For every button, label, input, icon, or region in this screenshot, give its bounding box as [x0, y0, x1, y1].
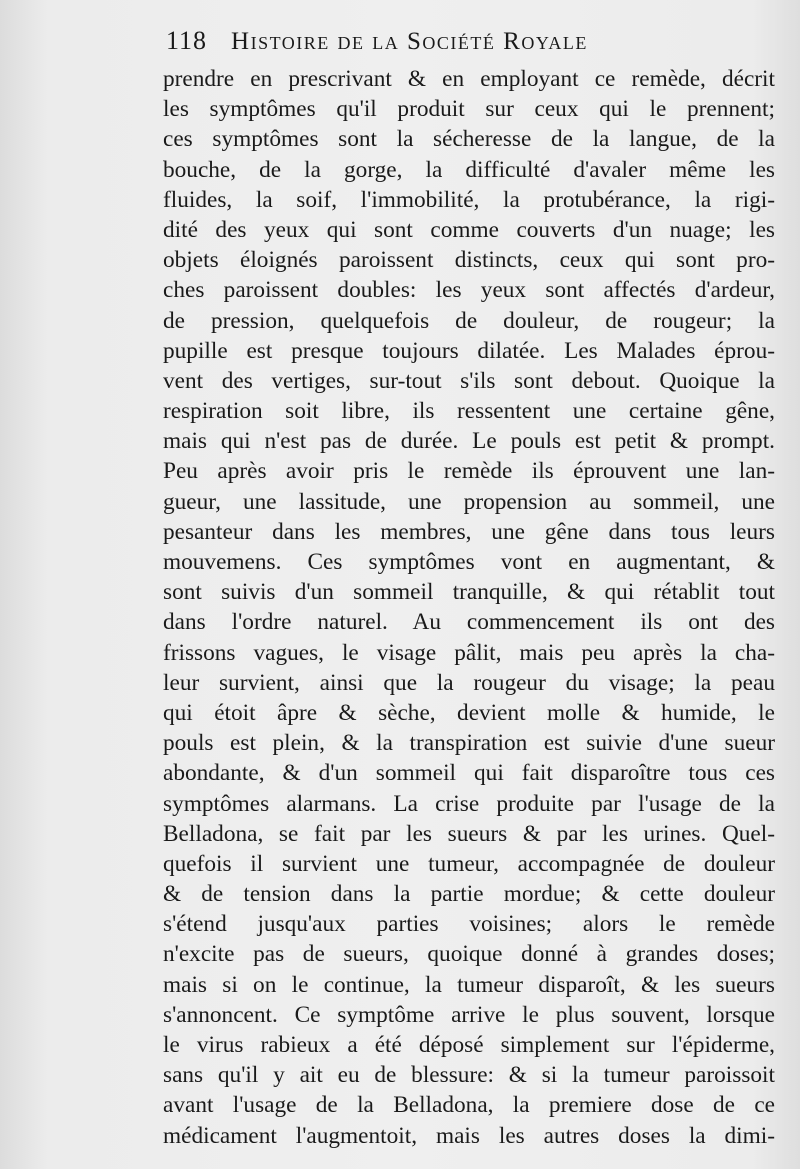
text-line: de pression, quelquefois de douleur, de rougeur; la	[163, 307, 775, 334]
text-line: pouls est plein, & la transpiration est suivie d'une sueur	[163, 730, 775, 757]
text-line: ces symptômes sont la sécheresse de la langue, de la	[163, 126, 775, 153]
text-line: pupille est presque toujours dilatée. Les Malades éprou-	[163, 337, 775, 364]
text-line: sans qu'il y ait eu de blessure: & si la tumeur paroissoit	[163, 1062, 775, 1089]
page-number: 118	[166, 26, 208, 55]
text-line: s'annoncent. Ce symptôme arrive le plus souvent, lorsque	[163, 1001, 775, 1028]
text-line: mais qui n'est pas de durée. Le pouls est petit & prompt.	[163, 428, 775, 455]
page-header	[166, 26, 776, 66]
text-line: les symptômes qu'il produit sur ceux qui le prennent;	[163, 96, 775, 123]
text-line: dité des yeux qui sont comme couverts d'un nuage; les	[163, 216, 775, 243]
text-line: objets éloignés paroissent distincts, ceux qui sont pro-	[163, 247, 775, 274]
text-line: mouvemens. Ces symptômes vont en augmentant, &	[163, 549, 775, 575]
text-line: prendre en prescrivant & en employant ce remède, décrit	[163, 66, 775, 92]
text-line: symptômes alarmans. La crise produite par l'usage de la	[163, 790, 775, 817]
text-line: médicament l'augmentoit, mais les autres doses la dimi-	[163, 1122, 775, 1149]
running-head: Histoire de la Société Royale	[231, 28, 588, 55]
text-line: le virus rabieux a été déposé simplement sur l'épiderme,	[163, 1032, 775, 1058]
text-line: quefois il survient une tumeur, accompagnée de douleur	[163, 850, 775, 877]
text-line: abondante, & d'un sommeil qui fait disparoître tous ces	[163, 760, 775, 787]
text-line: n'excite pas de sueurs, quoique donné à grandes doses;	[163, 941, 775, 968]
text-line: s'étend jusqu'aux parties voisines; alors le remède	[163, 911, 775, 938]
text-line: fluides, la soif, l'immobilité, la protubérance, la rigi-	[163, 186, 775, 213]
text-line: dans l'ordre naturel. Au commencement ils ont des	[163, 609, 775, 636]
text-line: bouche, de la gorge, la difficulté d'avaler même les	[163, 156, 775, 183]
text-line: avant l'usage de la Belladona, la premiere dose de ce	[163, 1092, 775, 1119]
text-line: qui étoit âpre & sèche, devient molle & humide, le	[163, 699, 775, 726]
text-line: ches paroissent doubles: les yeux sont affectés d'ardeur,	[163, 277, 775, 304]
text-line: Peu après avoir pris le remède ils éprouvent une lan-	[163, 458, 775, 485]
text-line: & de tension dans la partie mordue; & cette douleur	[163, 881, 775, 908]
text-line: vent des vertiges, sur-tout s'ils sont debout. Quoique la	[163, 367, 775, 394]
text-line: gueur, une lassitude, une propension au sommeil, une	[163, 488, 775, 515]
body-text	[163, 64, 775, 1151]
text-line: sont suivis d'un sommeil tranquille, & qui rétablit tout	[163, 579, 775, 606]
text-line: frissons vagues, le visage pâlit, mais peu après la cha-	[163, 639, 775, 666]
text-line: respiration soit libre, ils ressentent une certaine gêne,	[163, 398, 775, 425]
text-line: Belladona, se fait par les sueurs & par les urines. Quel-	[163, 820, 775, 847]
text-line: mais si on le continue, la tumeur disparoît, & les sueurs	[163, 971, 775, 998]
text-line: pesanteur dans les membres, une gêne dans tous leurs	[163, 518, 775, 545]
text-line: leur survient, ainsi que la rougeur du visage; la peau	[163, 669, 775, 696]
